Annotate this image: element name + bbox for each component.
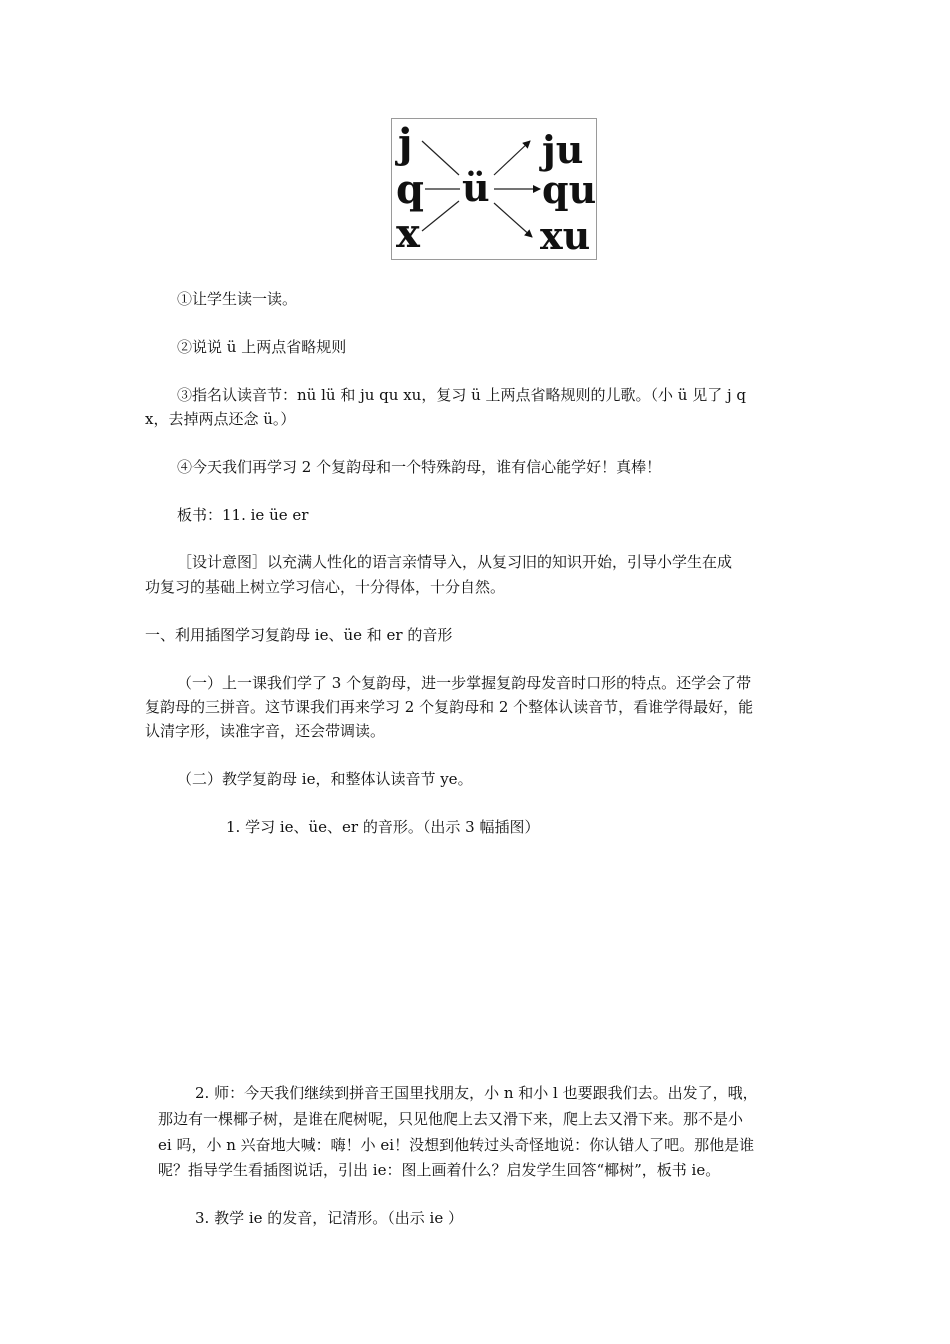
- arrow-to-xu: [494, 203, 532, 237]
- result-ju: ju: [542, 127, 584, 172]
- arrow-to-ju: [494, 141, 530, 175]
- step-2-text: ②说说 ü 上两点省略规则: [177, 338, 347, 356]
- part-1-line-2: 复韵母的三拼音。这节课我们再来学习 2 个复韵母和 2 个整体认读音节，看谁学得最好，能: [145, 698, 754, 716]
- initial-q: q: [396, 166, 424, 213]
- part-1-line-1: （一）上一课我们学了 3 个复韵母，进一步掌握复韵母发音时口形的特点。还学会了带: [177, 674, 752, 692]
- item-2-line-4: 呢？指导学生看插图说话，引出 ie：图上画着什么？启发学生回答“椰树”，板书 ie。: [158, 1161, 721, 1179]
- pinyin-diagram-svg: [392, 119, 596, 259]
- step-3-line-1: ③指名认读音节：nü lü 和 ju qu xu，复习 ü 上两点省略规则的儿歌。（小 ü 见了 j q: [177, 386, 746, 404]
- step-3-line-2: x，去掉两点还念 ü。）: [145, 410, 296, 428]
- part-1-line-3: 认清字形，读准字音，还会带调读。: [145, 722, 386, 740]
- step-4-text: ④今天我们再学习 2 个复韵母和一个特殊韵母，谁有信心能学好！真棒！: [177, 458, 662, 476]
- design-intent-line-2: 功复习的基础上树立学习信心，十分得体，十分自然。: [145, 578, 506, 596]
- item-2-line-3: ei 吗，小 n 兴奋地大喊：嗨！小 ei！没想到他转过头奇怪地说：你认错人了吧。那他是谁: [158, 1136, 755, 1154]
- initial-j: j: [398, 120, 413, 167]
- initial-x: x: [396, 210, 420, 257]
- item-2-line-1: 2. 师：今天我们继续到拼音王国里找朋友，小 n 和小 l 也要跟我们去。出发了，哦，: [195, 1084, 758, 1102]
- result-xu: xu: [540, 213, 591, 258]
- design-intent-line-1: ［设计意图］以充满人性化的语言亲情导入，从复习旧的知识开始，引导小学生在成: [177, 553, 733, 571]
- step-1-text: ①让学生读一读。: [177, 290, 298, 308]
- blackboard-text: 板书：11. ie üe er: [177, 506, 309, 524]
- line-x-to-u: [422, 201, 459, 231]
- line-j-to-u: [422, 141, 459, 175]
- item-3-text: 3. 教学 ie 的发音，记清形。（出示 ie ）: [195, 1209, 464, 1227]
- result-qu: qu: [542, 167, 596, 212]
- item-1-text: 1. 学习 ie、üe、er 的音形。（出示 3 幅插图）: [226, 818, 540, 836]
- item-2-line-2: 那边有一棵椰子树，是谁在爬树呢，只见他爬上去又滑下来，爬上去又滑下来。那不是小: [158, 1110, 744, 1128]
- center-u-umlaut: ü: [462, 165, 490, 210]
- section-heading-1: 一、利用插图学习复韵母 ie、üe 和 er 的音形: [145, 626, 453, 644]
- part-2-heading: （二）教学复韵母 ie，和整体认读音节 ye。: [177, 770, 473, 788]
- pinyin-diagram: [391, 118, 597, 260]
